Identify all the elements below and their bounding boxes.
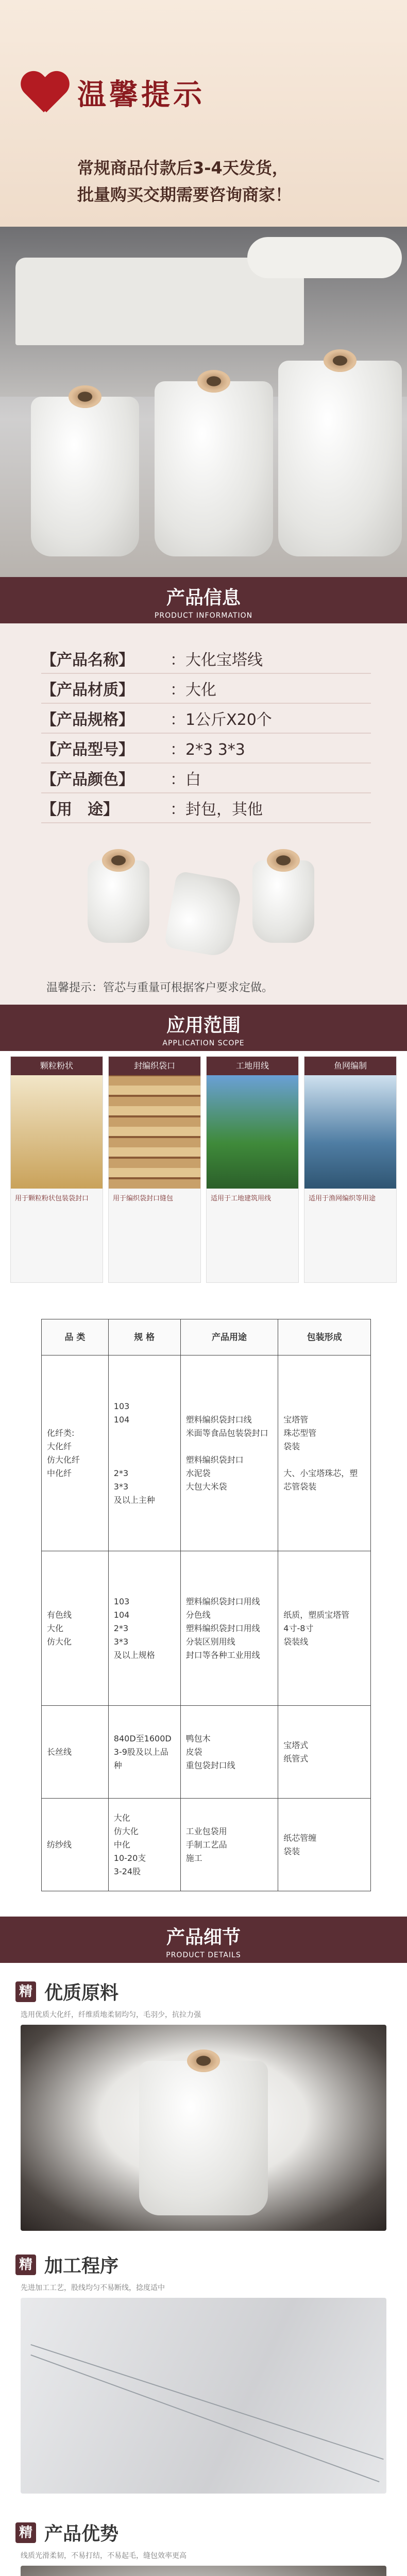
table-row bbox=[42, 1706, 371, 1799]
info-row-usage: 【用 途】 ：封包，其他 bbox=[41, 793, 371, 823]
info-row-spec: 【产品规格】 ：1公斤X20个 bbox=[41, 704, 371, 734]
notice-text bbox=[77, 155, 386, 208]
table-cell: 840D至1600D 3-9股及以上品种 bbox=[108, 1706, 180, 1799]
table-cell: 长丝线 bbox=[42, 1706, 109, 1799]
thread-strand-image bbox=[21, 2298, 386, 2494]
section-title: 产品细节 bbox=[166, 1927, 241, 1948]
detail-mark-icon: 精 bbox=[15, 2255, 36, 2275]
detail-name: 产品优势 bbox=[44, 2523, 119, 2545]
fishing-net-image bbox=[304, 1075, 396, 1189]
spec-table bbox=[41, 1319, 371, 1891]
detail-desc: 线质光滑柔韧，不易打结，不易起毛，缝包效率更高 bbox=[21, 2552, 186, 2560]
info-row-color: 【产品颜色】 ：白 bbox=[41, 764, 371, 793]
table-cell: 大化 仿大化 中化 10-20支 3-24股 bbox=[108, 1799, 180, 1891]
scope-card-desc: 用于编织袋封口缝包 bbox=[113, 1195, 174, 1202]
table-row bbox=[42, 1551, 371, 1706]
table-cell: 化纤类: 大化纤 仿大化纤 中化纤 bbox=[42, 1355, 109, 1551]
notice-section bbox=[0, 0, 407, 227]
info-note: 温馨提示：管芯与重量可根据客户要求定做。 bbox=[46, 981, 274, 994]
table-cell: 宝塔管 珠芯型管 袋装 大、小宝塔珠芯，塑芯管袋装 bbox=[278, 1355, 371, 1551]
table-header-row bbox=[42, 1319, 371, 1355]
detail-name: 加工程序 bbox=[44, 2256, 119, 2277]
notice-line: 常规商品付款后3-4天发货， bbox=[77, 158, 289, 178]
scope-card-desc: 适用于工地建筑用线 bbox=[211, 1195, 272, 1202]
heart-icon bbox=[21, 72, 67, 113]
detail-desc: 先进加工工艺，股线均匀不易断线，捻度适中 bbox=[21, 2284, 165, 2292]
table-cell: 纸质，塑质宝塔管 4寸-8寸 袋装线 bbox=[278, 1551, 371, 1706]
product-cones-image bbox=[88, 840, 319, 958]
construction-site-image bbox=[207, 1075, 298, 1189]
spec-table-body bbox=[42, 1355, 371, 1891]
thread-spool-image bbox=[21, 2566, 386, 2576]
detail-desc: 选用优质大化纤，纤维质地柔韧均匀，毛羽少，抗拉力强 bbox=[21, 2011, 201, 2019]
info-row-name: 【产品名称】 ：大化宝塔线 bbox=[41, 644, 371, 674]
info-row-material: 【产品材质】 ：大化 bbox=[41, 674, 371, 704]
table-cell: 103 104 2*3 3*3 及以上规格 bbox=[108, 1551, 180, 1706]
scope-card-caption: 颗粒粉状 bbox=[11, 1057, 103, 1075]
scope-card-caption: 工地用线 bbox=[207, 1057, 298, 1075]
scope-card-desc: 适用于渔网编织等用途 bbox=[309, 1195, 376, 1202]
granules-image bbox=[11, 1075, 103, 1189]
detail-mark-icon: 精 bbox=[15, 2522, 36, 2543]
section-title: 产品信息 bbox=[166, 587, 241, 608]
table-cell: 纸芯管缠 袋装 bbox=[278, 1799, 371, 1891]
info-row-model: 【产品型号】 ：2*3 3*3 bbox=[41, 734, 371, 764]
detail-name: 优质原料 bbox=[44, 1982, 119, 2004]
table-cell: 工业包袋用 手制工艺品 施工 bbox=[180, 1799, 278, 1891]
product-details-section bbox=[0, 1917, 407, 2576]
table-cell: 纺纱线 bbox=[42, 1799, 109, 1891]
notice-line: 批量购买交期需要咨询商家！ bbox=[77, 185, 292, 205]
section-title-bar bbox=[0, 1005, 407, 1051]
scope-card bbox=[304, 1056, 397, 1283]
section-title: 应用范围 bbox=[166, 1015, 241, 1036]
table-row bbox=[42, 1799, 371, 1891]
section-title-bar bbox=[0, 1917, 407, 1963]
section-subtitle: APPLICATION SCOPE bbox=[162, 1039, 245, 1047]
product-info-list bbox=[41, 644, 371, 823]
scope-card bbox=[206, 1056, 299, 1283]
application-scope-section bbox=[0, 1005, 407, 1314]
table-cell: 103 104 2*3 3*3 及以上主种 bbox=[108, 1355, 180, 1551]
table-row bbox=[42, 1355, 371, 1551]
detail-title bbox=[15, 1978, 118, 2005]
table-cell: 塑料编织袋封口线 米面等食品包装袋封口 塑料编织袋封口 水泥袋 大包大米袋 bbox=[180, 1355, 278, 1551]
hero-product-photo bbox=[0, 227, 407, 577]
table-cell: 塑料编织袋封口用线 分色线 塑料编织袋封口用线 分装区别用线 封口等各种工业用线 bbox=[180, 1551, 278, 1706]
table-header: 包装形成 bbox=[278, 1319, 371, 1355]
thread-closeup-image bbox=[21, 2025, 386, 2231]
notice-title: 温馨提示 bbox=[77, 78, 205, 112]
thread-cone-image bbox=[278, 361, 402, 556]
notice-header bbox=[21, 72, 205, 113]
table-header: 规 格 bbox=[108, 1319, 180, 1355]
detail-title bbox=[15, 2519, 118, 2546]
product-info-section bbox=[0, 577, 407, 1005]
scope-card-desc: 用于颗粒粉状包装袋封口 bbox=[15, 1195, 89, 1202]
section-subtitle: PRODUCT DETAILS bbox=[166, 1951, 241, 1959]
table-cell: 宝塔式 纸管式 bbox=[278, 1706, 371, 1799]
detail-title bbox=[15, 2251, 118, 2278]
section-title-bar bbox=[0, 577, 407, 623]
table-header: 产品用途 bbox=[180, 1319, 278, 1355]
table-header: 品 类 bbox=[42, 1319, 109, 1355]
table-cell: 鸭包木 皮袋 重包袋封口线 bbox=[180, 1706, 278, 1799]
detail-mark-icon: 精 bbox=[15, 1981, 36, 2002]
scope-cards bbox=[10, 1056, 397, 1283]
woven-bags-image bbox=[109, 1075, 200, 1189]
scope-card-caption: 鱼网编制 bbox=[304, 1057, 396, 1075]
scope-card-caption: 封编织袋口 bbox=[109, 1057, 200, 1075]
scope-card bbox=[108, 1056, 201, 1283]
scope-card bbox=[10, 1056, 103, 1283]
thread-cone-image bbox=[155, 381, 273, 556]
section-subtitle: PRODUCT INFORMATION bbox=[154, 612, 253, 620]
spec-table-section bbox=[0, 1314, 407, 1917]
thread-cone-image bbox=[31, 397, 139, 556]
table-cell: 有色线 大化 仿大化 bbox=[42, 1551, 109, 1706]
